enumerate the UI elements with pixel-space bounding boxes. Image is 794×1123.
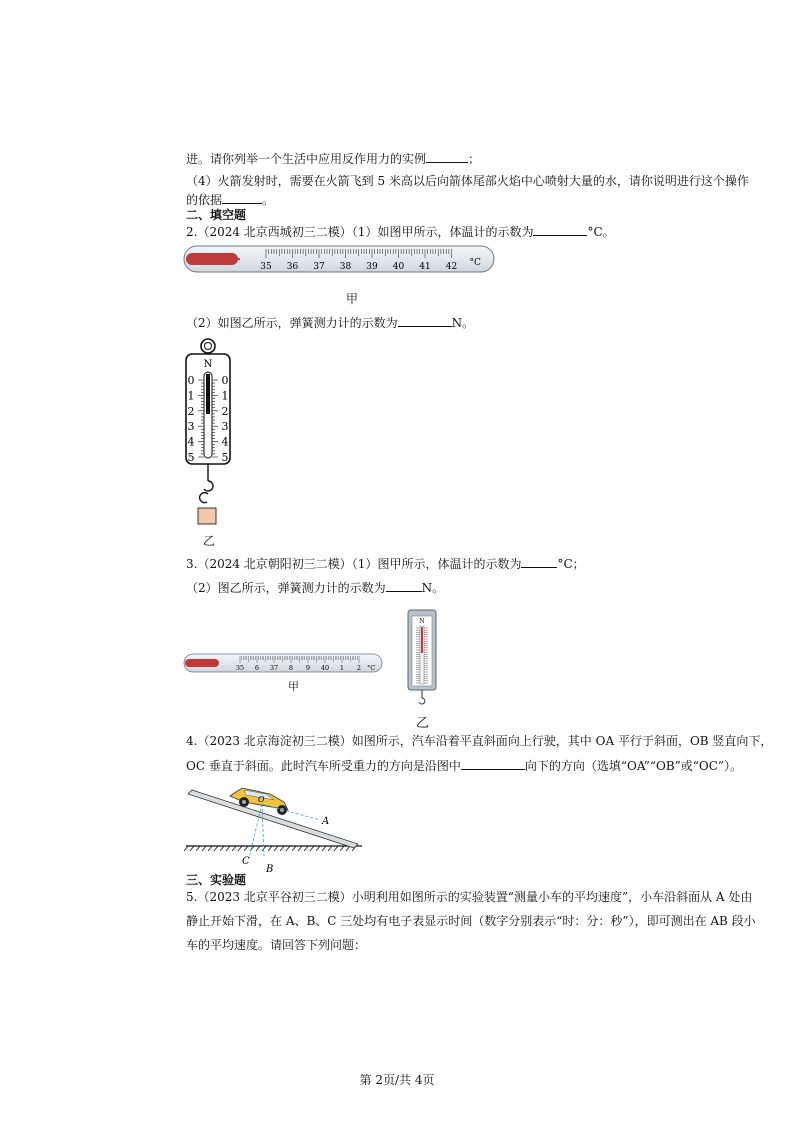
thermometer-tick-label-q3: 2 [356,664,362,672]
question-4-line-2-end: 向下的方向（选填“OA”“OB”或“OC”）。 [524,759,743,773]
ground-hatch [304,846,308,851]
question-4-line-1: 4.（2023 北京海淀初三二模）如图所示，汽车沿着平直斜面向上行驶，其中 OA 平行于斜面，OB 竖直向下， [186,734,773,748]
thermometer-tick-label-q3: 35 [235,664,245,672]
ground-hatch [286,846,290,851]
thermometer-tick-label-q3: 40 [320,664,330,672]
spring-unit-label: N [203,359,213,370]
ground-hatch [316,846,320,851]
answer-blank [521,555,557,568]
ground-hatch [268,846,272,851]
figure-label-yi-q3: 乙 [416,716,430,731]
answer-blank [461,757,525,770]
thermometer-tick-label-q3: 1 [339,664,345,672]
spring-scale-figure-q3 [406,606,438,710]
thermometer-tick-label: 40 [392,262,405,272]
thermometer-tick-label: 42 [445,262,458,272]
answer-blank [426,150,468,163]
spring-unit-label-q3: N [419,618,425,625]
spring-tick-label-right: 5 [221,451,229,464]
question-4-line-2-start: OC 垂直于斜面。此时汽车所受重力的方向是沿图中 [186,759,461,773]
ground-hatch [280,846,284,851]
ground-hatch [208,846,212,851]
item-4-line-2 [186,191,274,208]
thermometer-tick-label: 35 [260,262,272,272]
thermometer-tick-label: 39 [366,262,378,272]
spring-tick-label-right: 3 [221,420,229,434]
question-3-part-2 [186,579,444,596]
thermometer-tick-label: 41 [419,262,431,272]
ground-hatch [238,846,242,851]
thermometer-tick-label: 37 [313,262,325,272]
thermometer-tick-label: 36 [286,262,299,272]
point-label-a: A [322,816,330,827]
thermometer-tick-label-q3: 9 [305,664,311,672]
ground-hatch [340,846,344,851]
figure-label-jia-q3: 甲 [288,680,299,693]
continuation-end: ； [468,152,481,166]
question-5-line-2: 静止开始下滑，在 A、B、C 三处均有电子表显示时间（数字分别表示“时：分：秒”），即可测出在 AB 段小 [186,914,756,928]
point-label-b: B [266,864,274,874]
spring-tick-label-left: 0 [187,374,195,387]
page-number: 第 2页/共 4页 [359,1073,435,1087]
point-label-c: C [242,856,250,867]
item-4-line-2-start: 的依据 [186,193,223,207]
figure-label-jia: 甲 [346,292,359,306]
ground-hatch [196,846,200,851]
ground-hatch [292,846,296,851]
spring-tick-label-right: 0 [221,374,229,387]
thermometer-tick-label-q3: 8 [288,664,294,672]
section-heading-fill-in: 二、填空题 [186,208,247,222]
ground-hatch [328,846,332,851]
ground-hatch [226,846,230,851]
question-2 [186,223,615,240]
item-4-line-1: （4）火箭发射时，需要在火箭飞到 5 米高以后向箭体尾部火焰中心喷射大量的水，请你说明进行这个操作 [186,174,749,188]
ground-hatch [274,846,278,851]
question-2-part-2-text: （2）如图乙所示，弹簧测力计的示数为 [186,316,398,330]
spring-tick-label-right: 1 [221,389,229,403]
question-3-part-2-unit: N。 [421,581,445,595]
figure-label-yi: 乙 [203,534,216,548]
ground-hatch [298,846,302,851]
incline-car-figure [184,782,366,874]
question-5-line-1: 5.（2023 北京平谷初三二模）小明利用如图所示的实验装置“测量小车的平均速度”，小车沿斜面从 A 处由 [186,890,753,904]
ground-hatch [334,846,338,851]
thermometer-figure-q3 [182,652,388,676]
spring-scale-figure [180,336,240,536]
question-3 [186,555,585,572]
ground-hatch [232,846,236,851]
item-4-line-2-end: 。 [262,193,275,207]
ground-hatch [256,846,260,851]
spring-tick-label-right: 4 [221,435,229,449]
continuation-text: 进。请你列举一个生活中应用反作用力的实例 [186,152,427,166]
thermometer-figure [180,242,500,278]
question-2-text: 2.（2024 北京西城初三二模）（1）如图甲所示，体温计的示数为 [186,225,534,239]
ground-hatch [220,846,224,851]
answer-blank [222,191,262,204]
answer-blank [386,579,422,592]
answer-blank [398,314,452,327]
thermometer-tick-label-q3: 6 [254,664,260,672]
question-4-line-2 [186,757,742,774]
point-label-o: O [258,795,265,804]
thermometer-unit-label: °C [469,258,481,268]
ground-hatch [214,846,218,851]
spring-tick-label-left: 2 [187,404,195,418]
question-5-line-3: 车的平均速度。请回答下列问题： [186,938,367,952]
spring-tick-label-left: 5 [187,451,195,464]
thermometer-tick-label-q3: 37 [269,664,279,672]
ground-hatch [202,846,206,851]
ground-hatch [244,846,248,851]
question-3-unit: °C； [557,557,585,571]
ground-hatch [310,846,314,851]
question-continuation [186,150,480,167]
thermometer-tick-label: 38 [339,262,352,272]
ground-hatch [190,846,194,851]
ground-hatch [184,846,188,851]
thermometer-unit-label-q3: °C [367,664,376,672]
question-2-unit: °C。 [587,225,615,239]
question-3-part-2-text: （2）图乙所示，弹簧测力计的示数为 [186,581,386,595]
spring-tick-label-left: 1 [187,389,195,403]
section-heading-experiment: 三、实验题 [186,873,247,887]
ground-hatch [322,846,326,851]
answer-blank [533,223,587,236]
question-2-part-2-unit: N。 [451,316,475,330]
spring-tick-label-left: 4 [187,435,195,449]
spring-tick-label-right: 2 [221,404,229,418]
spring-tick-label-left: 3 [187,420,195,434]
question-3-text: 3.（2024 北京朝阳初三二模）（1）图甲所示，体温计的示数为 [186,557,522,571]
question-2-part-2 [186,314,474,331]
